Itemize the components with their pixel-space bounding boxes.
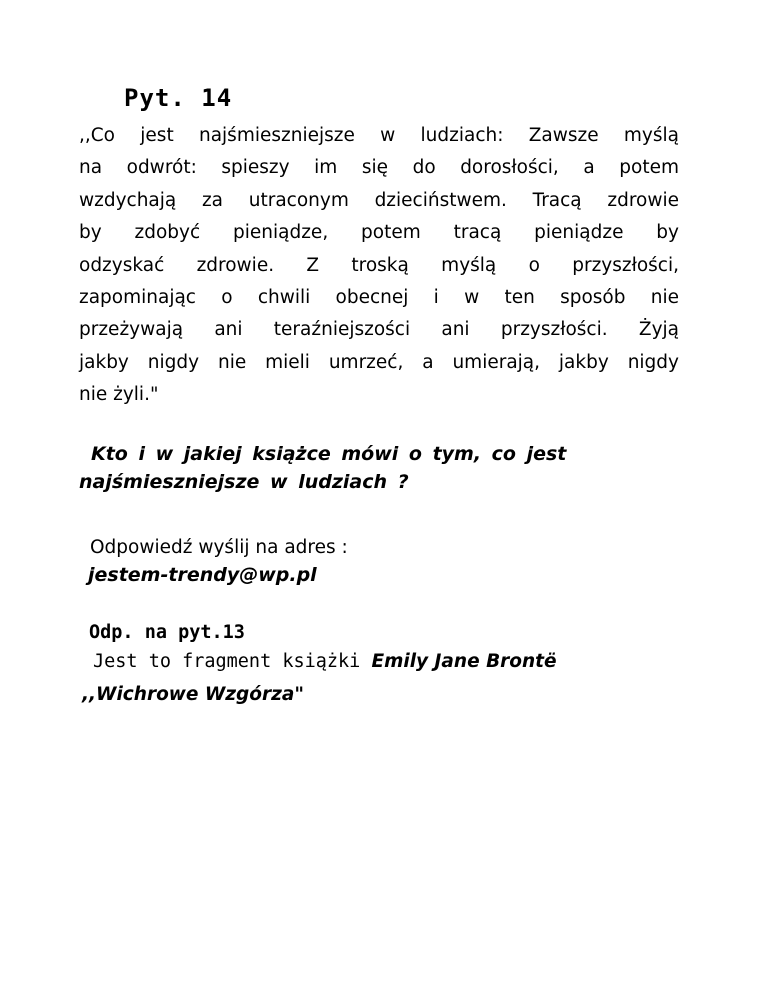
question-text [79,440,679,496]
answer-heading: Odp. na pyt.13 [89,622,245,643]
answer-book-title: ,,Wichrowe Wzgórza" [82,684,304,705]
email-address: jestem-trendy@wp.pl [88,564,317,586]
question-line: Kto i w jakiej książce mówi o tym, co jest [91,443,567,465]
quote-line: odzyskać zdrowie. Z troską myślą o przyszłości, [79,254,679,276]
quote-line: wzdychają za utraconym dzieciństwem. Tracą zdrowie [79,189,679,211]
quote-line: przeżywają ani teraźniejszości ani przyszłości. Żyją [79,319,679,341]
quote-line: by zdobyć pieniądze, potem tracą pieniądze by [79,222,679,244]
quote-line: na odwrót: spieszy im się do dorosłości, a potem [79,157,679,179]
answer-author: Emily Jane Brontë [371,651,557,672]
send-instruction: Odpowiedź wyślij na adres : [90,537,348,558]
quote-line: nie żyli." [79,384,159,406]
quote-line: zapominając o chwili obecnej i w ten sposób nie [79,287,679,309]
quote-line: ,,Co jest najśmieszniejsze w ludziach: Zawsze myślą [79,125,679,146]
question-number-title: Pyt. 14 [124,84,233,112]
answer-line [93,651,557,672]
quote-paragraph [79,120,679,412]
answer-intro: Jest to fragment książki [93,651,372,672]
quote-line: jakby nigdy nie mieli umrzeć, a umierają, jakby nigdy [79,351,679,373]
question-line: najśmieszniejsze w ludziach ? [79,471,409,493]
